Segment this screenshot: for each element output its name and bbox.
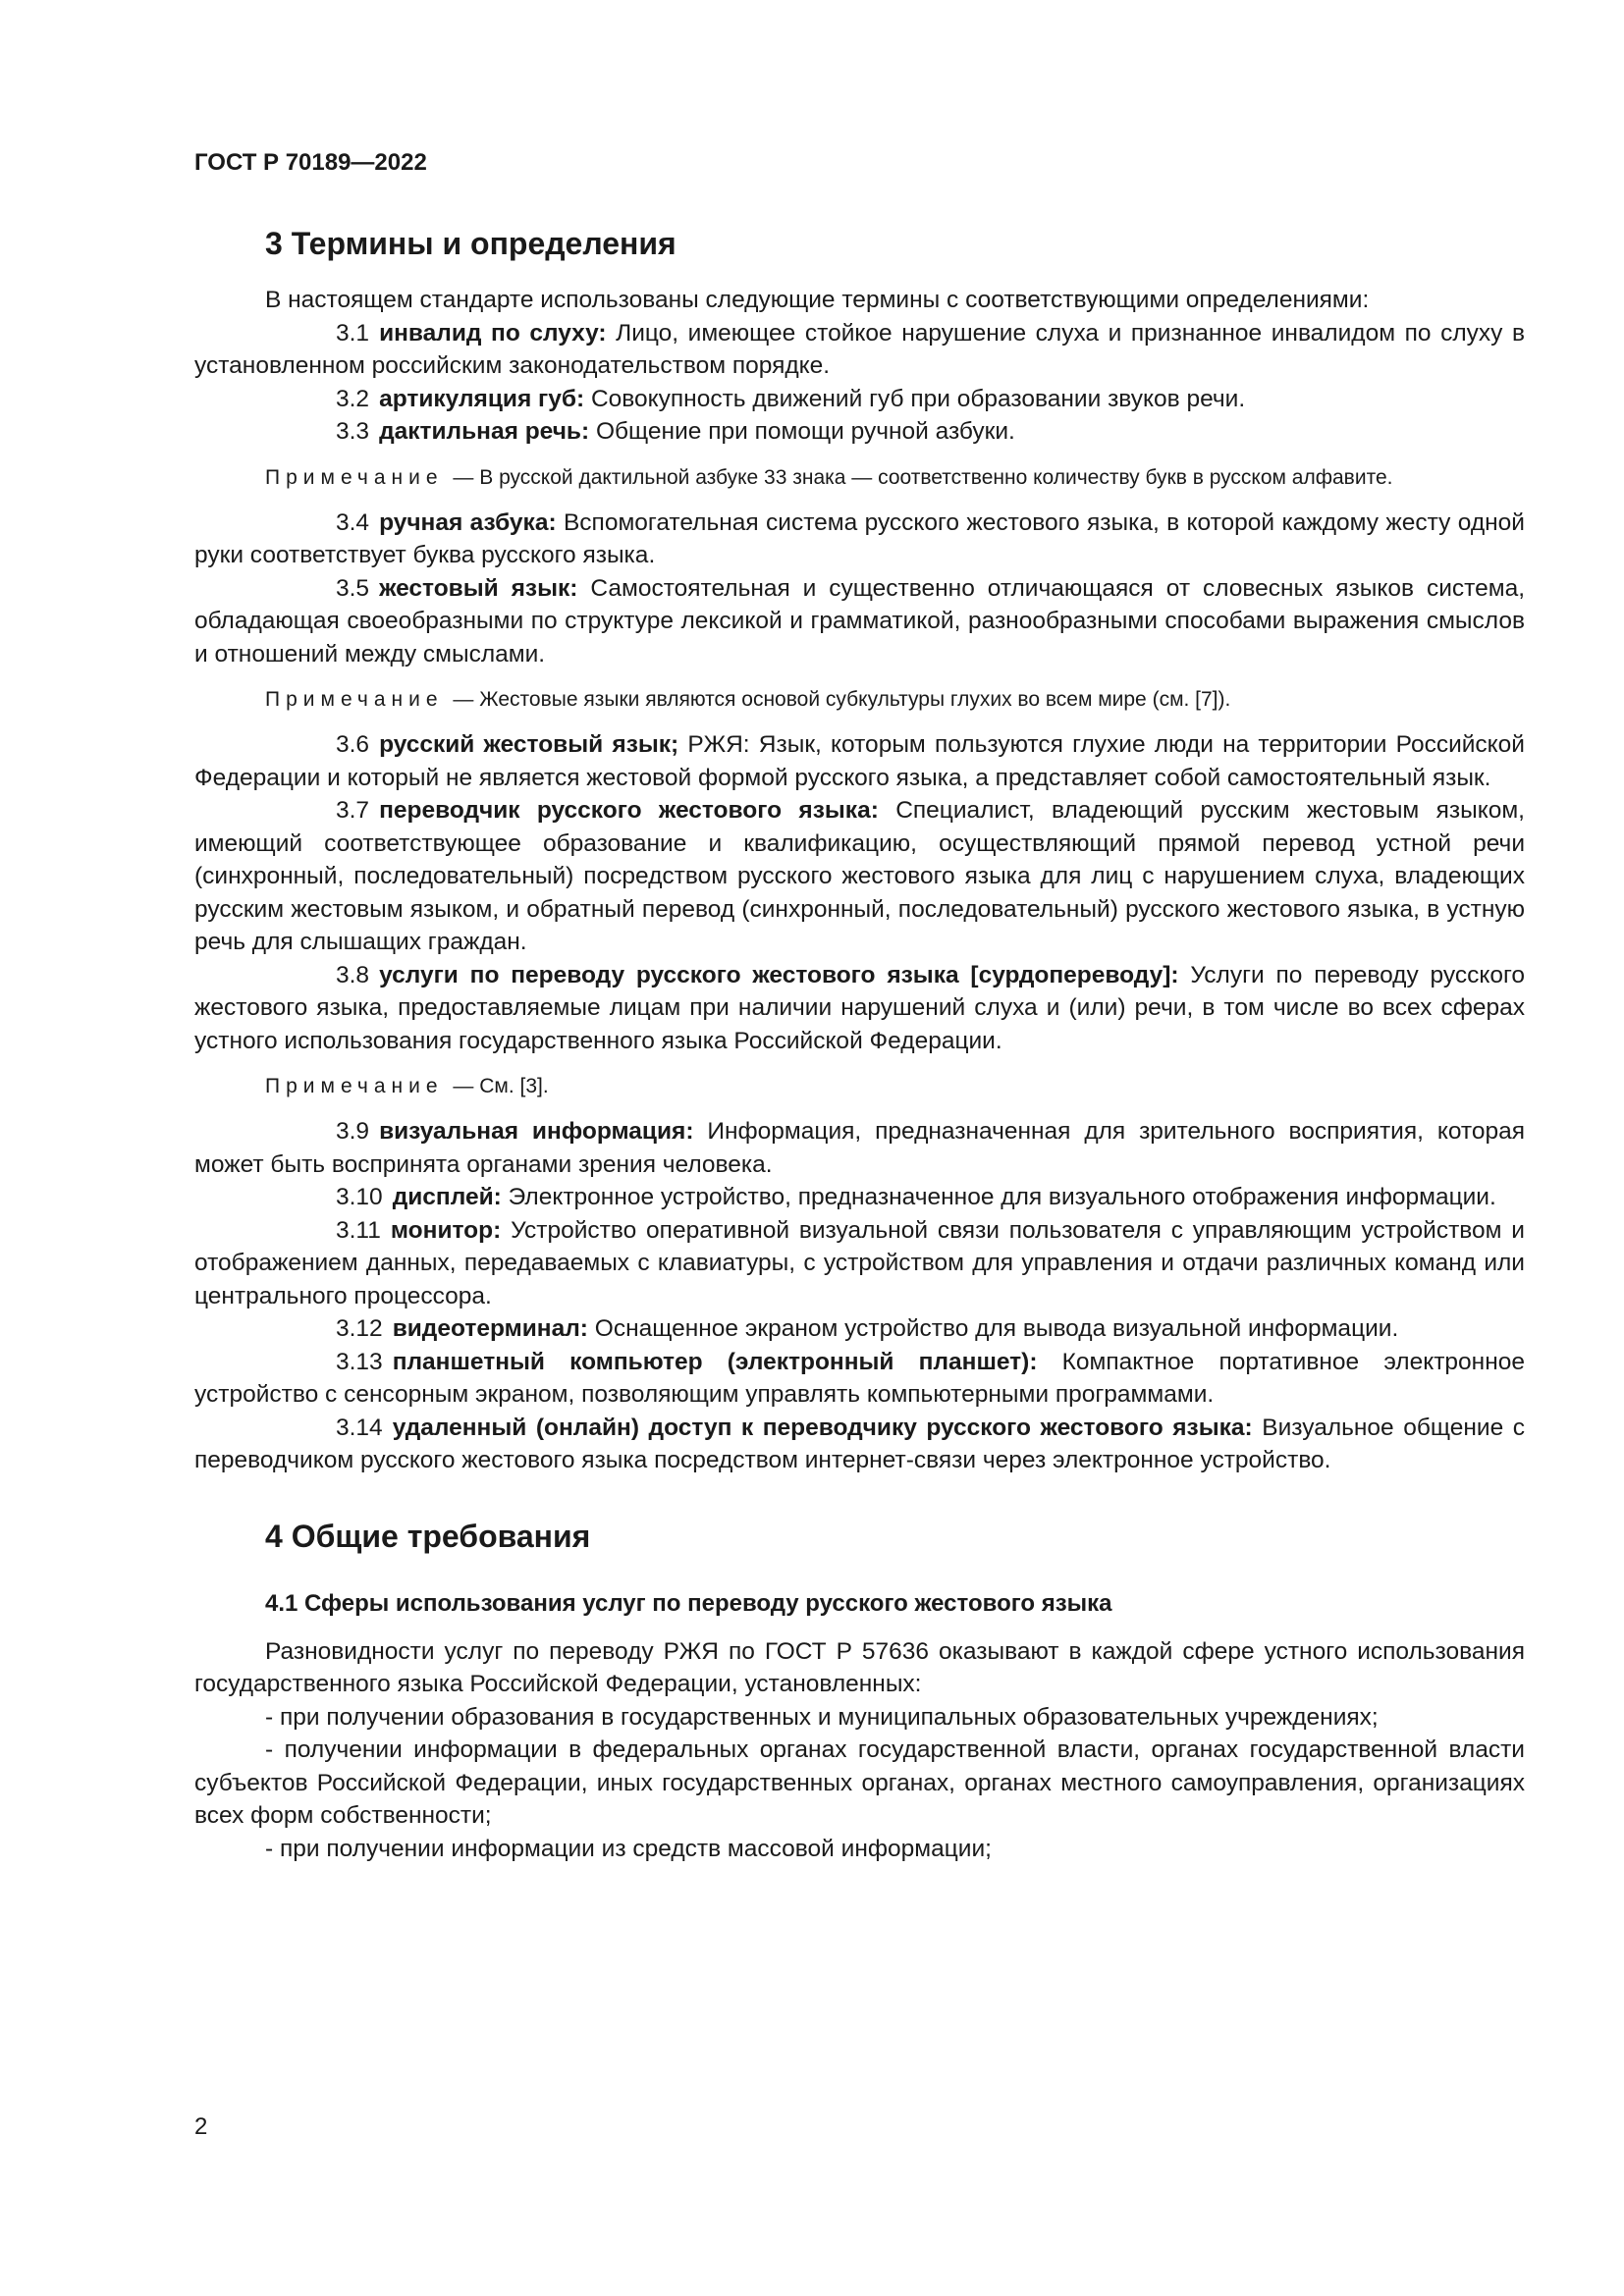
term-definition: Оснащенное экраном устройство для вывода визуальной информации. [587,1315,1399,1342]
list-item: - получении информации в федеральных органах государственной власти, органах государственной власти субъектов Российской Федерации, иных государственных органах, органах местного самоуправления, организациях всех форм собственности; [194,1736,1525,1829]
term-3-12 [194,1312,1525,1346]
note-label: Примечание [265,465,444,489]
term-3-4 [194,507,1525,572]
term-3-6 [194,728,1525,794]
term-3-2 [194,383,1525,416]
term-name: артикуляция губ: [379,385,585,412]
term-number: 3.3 [336,418,370,445]
document-code: ГОСТ Р 70189—2022 [194,149,427,176]
term-name: переводчик русского жестового языка: [379,797,879,824]
term-number: 3.13 [336,1348,383,1375]
term-number: 3.12 [336,1315,383,1342]
term-3-10 [194,1181,1525,1214]
term-number: 3.11 [336,1216,381,1244]
section-3-heading: 3 Термины и определения [265,226,677,261]
term-3-8 [194,959,1525,1058]
term-3-13 [194,1346,1525,1412]
term-number: 3.6 [336,731,370,758]
term-definition: Самостоятельная и существенно отличающаяся от словесных языков система, обладающая своеобразными по структуре лексикой и грамматикой, разнообразными способами выражения смыслов и отношений между смыслами. [194,574,1526,667]
section-3-intro: В настоящем стандарте использованы следующие термины с соответствующими определениями: [265,287,1370,313]
term-number: 3.9 [336,1118,370,1145]
section-4-1-intro: Разновидности услуг по переводу РЖЯ по ГОСТ Р 57636 оказывают в каждой сфере устного использования государственного языка Российской Федерации, установленных: [194,1637,1525,1697]
term-definition: Электронное устройство, предназначенное для визуального отображения информации. [501,1184,1496,1210]
note-3-3 [194,462,1525,493]
term-number: 3.14 [336,1414,383,1441]
term-definition: Визуальное общение с переводчиком русского жестового языка посредством интернет-связи через электронное устройство. [194,1414,1525,1473]
term-name: видеотерминал: [392,1315,588,1342]
note-text: — Жестовые языки являются основой субкультуры глухих во всем мире (см. [7]). [447,688,1231,711]
term-definition: РЖЯ: Язык, которым пользуются глухие люди на территории Российской Федерации и который не является жестовой формой русского языка, а представляет собой самостоятельный язык. [194,731,1525,791]
list-item: - при получении образования в государственных и муниципальных образовательных учреждениях; [265,1703,1379,1731]
page-number: 2 [194,2113,208,2140]
term-definition: Специалист, владеющий русским жестовым языком, имеющий соответствующее образование и квалификацию, осуществляющий прямой перевод устной речи (синхронный, последовательный) посредством русского жестового языка для лиц с нарушением слуха, владеющих русским жестовым языком, и обратный перевод (синхронный, последовательный) русского жестового языка, в устную речь для слышащих граждан. [194,797,1525,955]
term-definition: Устройство оперативной визуальной связи пользователя с управляющим устройством и отображением данных, передаваемых с клавиатуры, с устройством для управления и отдачи различных команд или центрального процессора. [194,1216,1525,1309]
term-3-3 [194,415,1525,449]
note-3-5 [194,684,1525,715]
term-definition: Общение при помощи ручной азбуки. [589,418,1015,445]
term-3-1 [194,317,1525,383]
term-name: дактильная речь: [379,418,590,445]
note-text: — В русской дактильной азбуке 33 знака — соответственно количеству букв в русском алфавите. [447,465,1393,489]
term-name: услуги по переводу русского жестового языка [сурдопереводу]: [379,961,1179,988]
term-name: ручная азбука: [379,508,557,536]
note-text: — См. [3]. [447,1075,549,1097]
term-number: 3.8 [336,961,370,988]
term-name: монитор: [390,1216,502,1244]
term-definition: Услуги по переводу русского жестового языка, предоставляемые лицам при наличии нарушений слуха и (или) речи, в том числе во всех сферах устного использования государственного языка Российской Федерации. [194,961,1525,1054]
term-3-11 [194,1214,1525,1313]
term-number: 3.4 [336,508,370,536]
term-definition: Лицо, имеющее стойкое нарушение слуха и признанное инвалидом по слуху в установленном российским законодательством порядке. [194,319,1525,379]
term-name: визуальная информация: [379,1118,694,1145]
section-4-heading: 4 Общие требования [265,1518,591,1554]
term-name: русский жестовый язык; [379,731,679,758]
term-number: 3.2 [336,385,370,412]
term-number: 3.10 [336,1184,383,1210]
list-item: - при получении информации из средств массовой информации; [265,1835,992,1862]
term-name: удаленный (онлайн) доступ к переводчику русского жестового языка: [392,1414,1253,1441]
term-number: 3.7 [336,797,370,824]
subsection-4-1-heading: 4.1 Сферы использования услуг по переводу русского жестового языка [265,1589,1112,1617]
term-3-14 [194,1412,1525,1477]
term-3-7 [194,794,1525,959]
term-name: дисплей: [392,1184,502,1210]
term-name: планшетный компьютер (электронный планшет): [392,1348,1038,1375]
term-name: инвалид по слуху: [379,319,607,347]
note-label: Примечание [265,1075,444,1097]
term-number: 3.1 [336,319,370,347]
term-definition: Вспомогательная система русского жестового языка, в которой каждому жесту одной руки соответствует буква русского языка. [194,508,1525,568]
term-name: жестовый язык: [379,574,578,602]
term-definition: Совокупность движений губ при образовании звуков речи. [584,385,1246,412]
term-number: 3.5 [336,574,370,602]
page-body [194,147,1525,1865]
note-3-8 [194,1071,1525,1101]
term-definition: Компактное портативное электронное устройство с сенсорным экраном, позволяющим управлять компьютерными программами. [194,1348,1525,1408]
note-label: Примечание [265,688,444,711]
term-definition: Информация, предназначенная для зрительного восприятия, которая может быть воспринята органами зрения человека. [194,1118,1525,1178]
term-3-5 [194,572,1525,671]
term-3-9 [194,1115,1525,1181]
